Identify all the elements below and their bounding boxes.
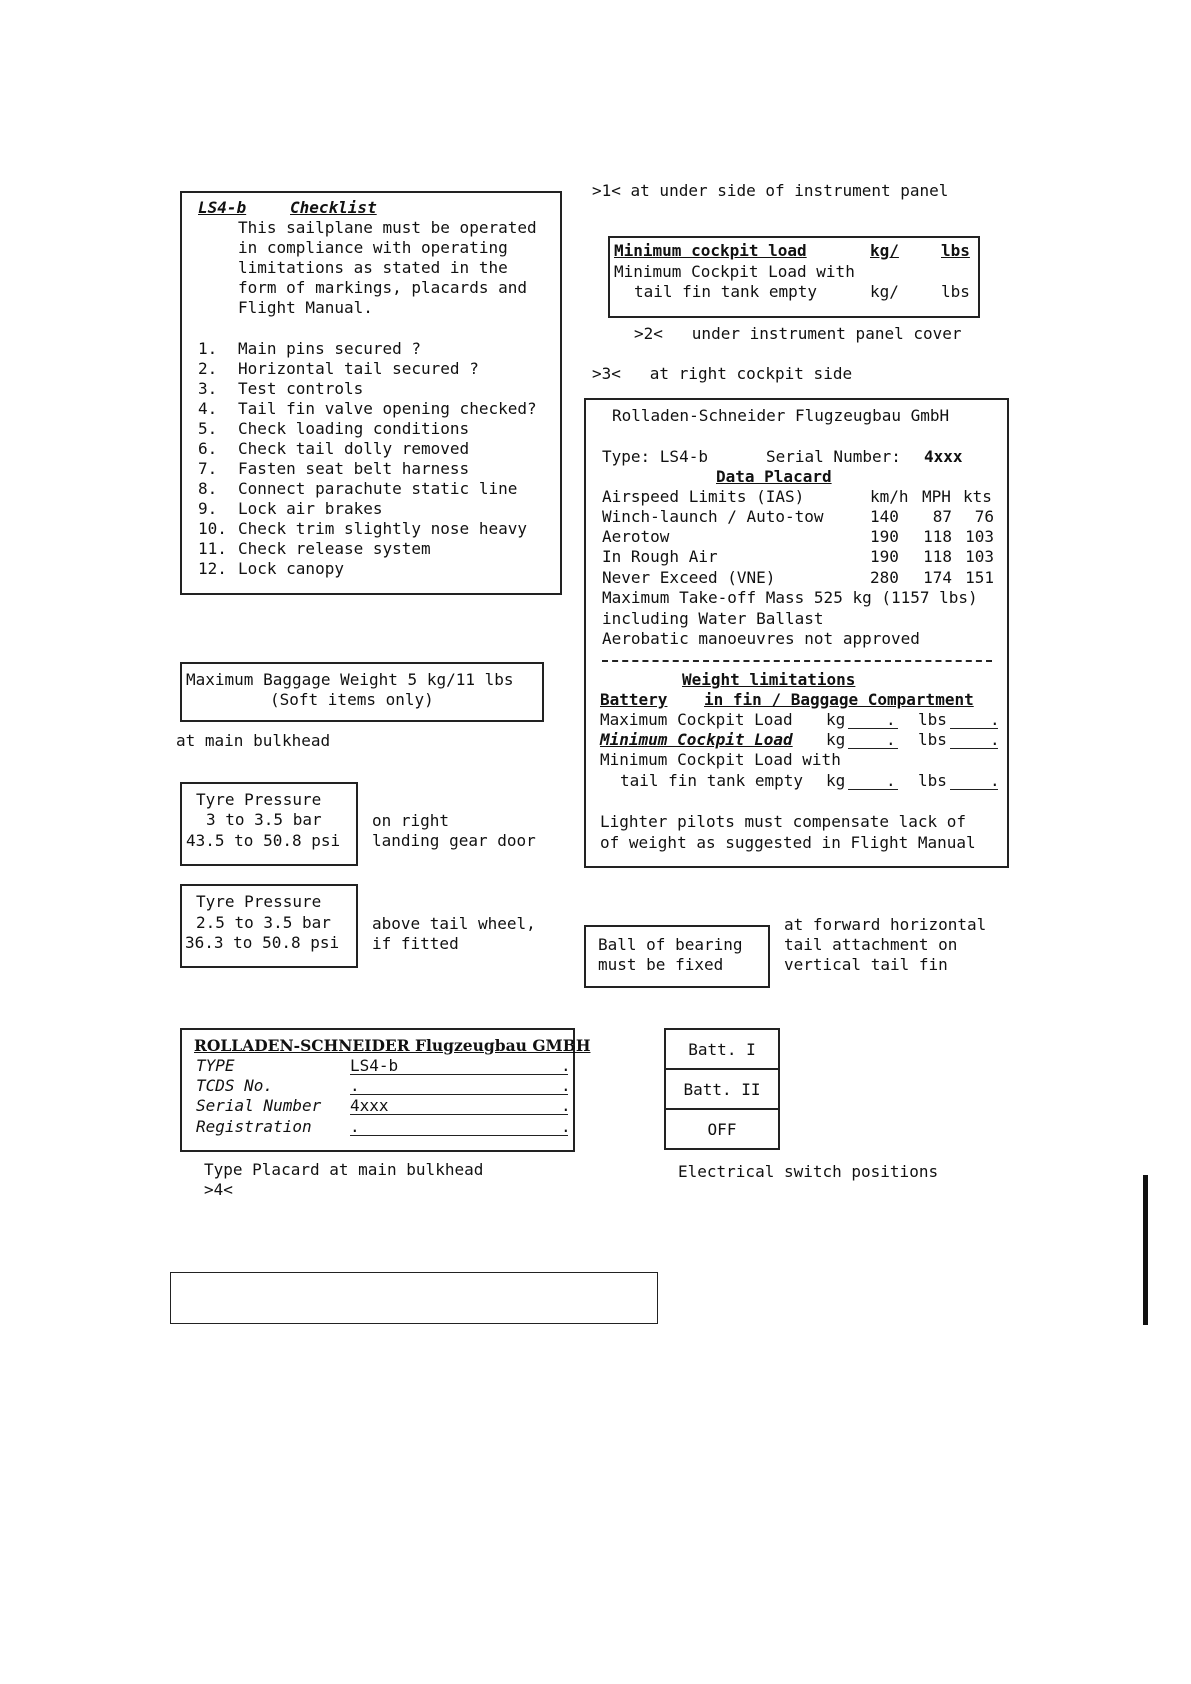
checklist-item-text: Test controls: [238, 379, 364, 398]
switch-position-batt-2: [664, 1068, 780, 1110]
min-cockpit-header-kg: kg/: [870, 241, 899, 260]
speed-row-mph: 118: [923, 527, 952, 546]
blank-placard: [170, 1272, 658, 1324]
type-placard-dot: .: [561, 1056, 571, 1075]
type-placard-value: .: [350, 1117, 360, 1136]
min-load-kg-dot: .: [886, 730, 896, 749]
baggage-weight-text: Maximum Baggage Weight 5 kg/11 lbs: [186, 670, 514, 689]
battery-label: Battery: [600, 690, 668, 709]
data-placard-type: Type: LS4-b: [602, 447, 708, 466]
tyre-main-title: Tyre Pressure: [196, 790, 322, 809]
checklist-intro-line: form of markings, placards and: [238, 278, 527, 297]
speed-row-kts: 76: [974, 507, 994, 526]
weight-title: Weight limitations: [682, 670, 856, 689]
tail-fin-kg-dot: .: [886, 771, 896, 790]
checklist-item-number: 10.: [198, 519, 227, 538]
min-cockpit-header: Minimum cockpit load: [614, 241, 807, 260]
type-placard-value: .: [350, 1076, 360, 1095]
checklist-item-text: Tail fin valve opening checked?: [238, 399, 537, 418]
min-cockpit-line3-kg: kg/: [870, 282, 899, 301]
checklist-item-number: 3.: [198, 379, 218, 398]
checklist-item-number: 1.: [198, 339, 218, 358]
checklist-intro-line: Flight Manual.: [238, 298, 373, 317]
min-cockpit-line3: tail fin tank empty: [634, 282, 818, 301]
tyre-main-location-line: landing gear door: [372, 831, 536, 850]
min-load-lbs-line: [950, 748, 998, 749]
lighter-pilots-line: of weight as suggested in Flight Manual: [600, 833, 976, 852]
ball-location-line: tail attachment on: [784, 935, 958, 954]
max-load-lbs: lbs: [918, 710, 947, 729]
type-placard-fill-line: [350, 1135, 568, 1136]
max-load-kg-dot: .: [886, 710, 896, 729]
speed-row-kts: 151: [965, 568, 994, 587]
speed-row-kmh: 280: [870, 568, 899, 587]
checklist-item-number: 7.: [198, 459, 218, 478]
tyre-main-bar: 3 to 3.5 bar: [206, 810, 322, 829]
min-load-kg: kg: [826, 730, 846, 749]
tyre-tail-location-line: above tail wheel,: [372, 914, 536, 933]
min-load-kg-line: [848, 748, 898, 749]
max-load-lbs-line: [950, 728, 998, 729]
ball-bearing-line: Ball of bearing: [598, 935, 743, 954]
type-placard-label: Registration: [196, 1117, 312, 1136]
ball-bearing-line: must be fixed: [598, 955, 724, 974]
note-1: >1< at under side of instrument panel: [592, 181, 949, 200]
speeds-header-mph: MPH: [922, 487, 951, 506]
checklist-item-number: 8.: [198, 479, 218, 498]
type-placard-fill-line: [350, 1074, 568, 1075]
tail-fin-kg-line: [848, 789, 898, 790]
min-load-label: Minimum Cockpit Load: [600, 730, 793, 749]
speed-row-kmh: 140: [870, 507, 899, 526]
type-placard-caption: Type Placard at main bulkhead: [204, 1160, 484, 1179]
baggage-soft-items-text: (Soft items only): [270, 690, 434, 709]
checklist-intro-line: limitations as stated in the: [238, 258, 508, 277]
switch-caption: Electrical switch positions: [678, 1162, 939, 1181]
type-placard-company: ROLLADEN-SCHNEIDER Flugzeugbau GMBH: [194, 1036, 591, 1055]
mass-line: Maximum Take-off Mass 525 kg (1157 lbs): [602, 588, 978, 607]
speeds-header-kmh: km/h: [870, 487, 909, 506]
checklist-item-text: Check tail dolly removed: [238, 439, 470, 458]
tail-fin-kg: kg: [826, 771, 846, 790]
speed-row-kmh: 190: [870, 527, 899, 546]
min-load-lbs: lbs: [918, 730, 947, 749]
speed-row-kts: 103: [965, 547, 994, 566]
switch-position-label: Batt. I: [688, 1039, 756, 1059]
aerobatic-line: Aerobatic manoeuvres not approved: [602, 629, 920, 648]
tyre-tail-title: Tyre Pressure: [196, 892, 322, 911]
tyre-tail-location-line: if fitted: [372, 934, 459, 953]
max-load-kg: kg: [826, 710, 846, 729]
checklist-intro-line: in compliance with operating: [238, 238, 508, 257]
speed-row-mph: 118: [923, 547, 952, 566]
max-load-lbs-dot: .: [990, 710, 1000, 729]
speeds-header-label: Airspeed Limits (IAS): [602, 487, 805, 506]
tyre-main-location-line: on right: [372, 811, 450, 830]
checklist-item-text: Connect parachute static line: [238, 479, 518, 498]
tail-fin-label: tail fin tank empty: [620, 771, 804, 790]
battery-location: in fin / Baggage Compartment: [704, 690, 974, 709]
checklist-item-text: Check release system: [238, 539, 431, 558]
tyre-tail-bar: 2.5 to 3.5 bar: [196, 913, 331, 932]
checklist-item-text: Lock air brakes: [238, 499, 383, 518]
lighter-pilots-line: Lighter pilots must compensate lack of: [600, 812, 967, 831]
switch-position-label: Batt. II: [683, 1079, 761, 1099]
speed-row-label: Winch-launch / Auto-tow: [602, 507, 824, 526]
type-placard-fill-line: [350, 1114, 568, 1115]
checklist-item-number: 6.: [198, 439, 218, 458]
speed-row-label: In Rough Air: [602, 547, 718, 566]
speed-row-label: Aerotow: [602, 527, 670, 546]
baggage-location: at main bulkhead: [176, 731, 331, 750]
switch-position-batt-1: [664, 1028, 780, 1070]
speed-row-kts: 103: [965, 527, 994, 546]
data-placard-serial-label: Serial Number:: [766, 447, 901, 466]
section-divider: [602, 660, 992, 662]
checklist-item-number: 11.: [198, 539, 227, 558]
min-cockpit-line2: Minimum Cockpit Load with: [614, 262, 855, 281]
speed-row-mph: 174: [923, 568, 952, 587]
checklist-item-number: 12.: [198, 559, 227, 578]
checklist-item-number: 4.: [198, 399, 218, 418]
min-load-lbs-dot: .: [990, 730, 1000, 749]
speeds-header-kts: kts: [963, 487, 992, 506]
ballast-line: including Water Ballast: [602, 609, 824, 628]
revision-bar: [1143, 1175, 1148, 1325]
type-placard-value: 4xxx: [350, 1096, 389, 1115]
max-load-label: Maximum Cockpit Load: [600, 710, 793, 729]
checklist-item-text: Main pins secured ?: [238, 339, 422, 358]
switch-position-label: OFF: [707, 1119, 737, 1139]
speed-row-kmh: 190: [870, 547, 899, 566]
type-placard-marker: >4<: [204, 1180, 233, 1199]
type-placard-dot: .: [561, 1076, 571, 1095]
tail-fin-lbs-dot: .: [990, 771, 1000, 790]
data-placard-company: Rolladen-Schneider Flugzeugbau GmbH: [612, 406, 950, 425]
min-load-with-label: Minimum Cockpit Load with: [600, 750, 841, 769]
tyre-main-psi: 43.5 to 50.8 psi: [186, 831, 341, 850]
min-cockpit-header-lbs: lbs: [941, 241, 970, 260]
checklist-item-number: 2.: [198, 359, 218, 378]
max-load-kg-line: [848, 728, 898, 729]
checklist-item-text: Check loading conditions: [238, 419, 470, 438]
data-placard-title: Data Placard: [716, 467, 832, 486]
type-placard-dot: .: [561, 1117, 571, 1136]
checklist-item-text: Check trim slightly nose heavy: [238, 519, 527, 538]
tail-fin-lbs: lbs: [918, 771, 947, 790]
note-3: >3< at right cockpit side: [592, 364, 853, 383]
checklist-intro-line: This sailplane must be operated: [238, 218, 537, 237]
min-cockpit-line3-lbs: lbs: [941, 282, 970, 301]
checklist-title-word: Checklist: [290, 198, 377, 217]
type-placard-label: TYPE: [196, 1056, 235, 1075]
speed-row-mph: 87: [932, 507, 952, 526]
ball-location-line: vertical tail fin: [784, 955, 948, 974]
note-2: >2< under instrument panel cover: [634, 324, 962, 343]
checklist-item-text: Fasten seat belt harness: [238, 459, 470, 478]
checklist-item-text: Horizontal tail secured ?: [238, 359, 479, 378]
type-placard-fill-line: [350, 1094, 568, 1095]
tail-fin-lbs-line: [950, 789, 998, 790]
checklist-item-number: 5.: [198, 419, 218, 438]
type-placard-label: TCDS No.: [196, 1076, 274, 1095]
type-placard-label: Serial Number: [196, 1096, 322, 1115]
speed-row-label: Never Exceed (VNE): [602, 568, 776, 587]
checklist-item-text: Lock canopy: [238, 559, 344, 578]
ball-location-line: at forward horizontal: [784, 915, 987, 934]
type-placard-value: LS4-b: [350, 1056, 399, 1075]
type-placard-dot: .: [561, 1096, 571, 1115]
checklist-title-type: LS4-b: [198, 198, 247, 217]
data-placard-serial-value: 4xxx: [924, 447, 963, 466]
switch-position-off: [664, 1108, 780, 1150]
checklist-item-number: 9.: [198, 499, 218, 518]
tyre-tail-psi: 36.3 to 50.8 psi: [185, 933, 340, 952]
